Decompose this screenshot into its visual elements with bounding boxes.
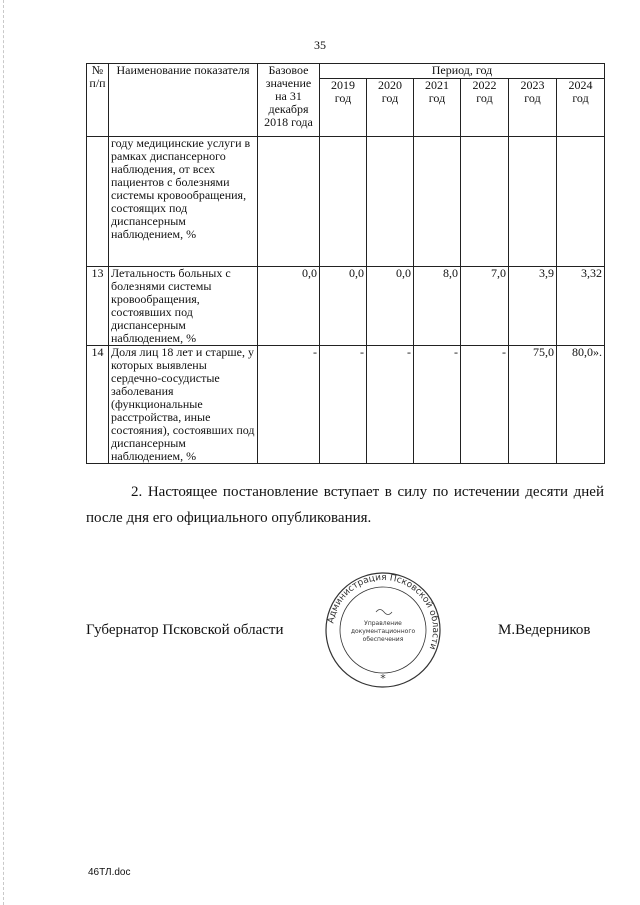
row-value [414, 137, 461, 267]
header-year: 2023 год [509, 79, 557, 137]
row-value: 0,0 [320, 267, 367, 346]
page-edge-dashes [3, 0, 5, 905]
stamp-inner-line: документационного [350, 628, 416, 635]
stamp-inner-line: Управление [364, 620, 402, 627]
row-name: Доля лиц 18 лет и старше, у которых выявлены сердечно-сосудистые заболевания (функциональные расстройства, иные состояния), состоявших под диспансерным наблюдением, % [109, 346, 258, 464]
row-num [87, 137, 109, 267]
row-value: 0,0 [367, 267, 414, 346]
row-value [461, 137, 509, 267]
header-year: 2024 год [557, 79, 605, 137]
stamp-inner-line: обеспечения [362, 636, 404, 643]
row-value [320, 137, 367, 267]
file-name-footer: 46ТЛ.doc [88, 867, 131, 878]
row-value [557, 137, 605, 267]
stamp-scribble [376, 610, 392, 615]
header-year: 2019 год [320, 79, 367, 137]
clause-text: 2. Настоящее постановление вступает в силу по истечении десяти дней после дня его официального опубликования. [86, 484, 604, 526]
header-year: 2020 год [367, 79, 414, 137]
stamp-star-icon: * [380, 672, 386, 685]
row-name: году медицинские услуги в рамках диспансерного наблюдения, от всех пациентов с болезнями системы кровообращения, состоящих под диспансерным наблюдением, % [109, 137, 258, 267]
header-base: Базовое значение на 31 декабря 2018 года [258, 64, 320, 137]
table-row [87, 346, 605, 464]
row-base: - [258, 346, 320, 464]
row-base: 0,0 [258, 267, 320, 346]
row-value: 8,0 [414, 267, 461, 346]
row-value: 75,0 [509, 346, 557, 464]
row-num: 13 [87, 267, 109, 346]
header-num: № п/п [87, 64, 109, 137]
header-period: Период, год [320, 64, 605, 79]
row-value: 80,0». [557, 346, 605, 464]
header-year: 2022 год [461, 79, 509, 137]
row-value: 7,0 [461, 267, 509, 346]
indicators-table [86, 63, 605, 464]
row-value: 3,32 [557, 267, 605, 346]
official-stamp [323, 570, 443, 690]
row-value: - [320, 346, 367, 464]
row-name: Летальность больных с болезнями системы кровообращения, состоявших под диспансерным наблюдением, % [109, 267, 258, 346]
row-value [509, 137, 557, 267]
row-num: 14 [87, 346, 109, 464]
row-value: - [461, 346, 509, 464]
page-number: 35 [314, 38, 326, 52]
signatory-position: Губернатор Псковской области [86, 622, 284, 638]
table-row [87, 137, 605, 267]
header-name: Наименование показателя [109, 64, 258, 137]
row-value: - [414, 346, 461, 464]
signatory-name: М.Ведерников [498, 622, 591, 638]
row-value: - [367, 346, 414, 464]
row-base [258, 137, 320, 267]
table-row [87, 267, 605, 346]
row-value [367, 137, 414, 267]
stamp-outer-text: Администрация Псковской области [326, 572, 441, 651]
header-year: 2021 год [414, 79, 461, 137]
row-value: 3,9 [509, 267, 557, 346]
